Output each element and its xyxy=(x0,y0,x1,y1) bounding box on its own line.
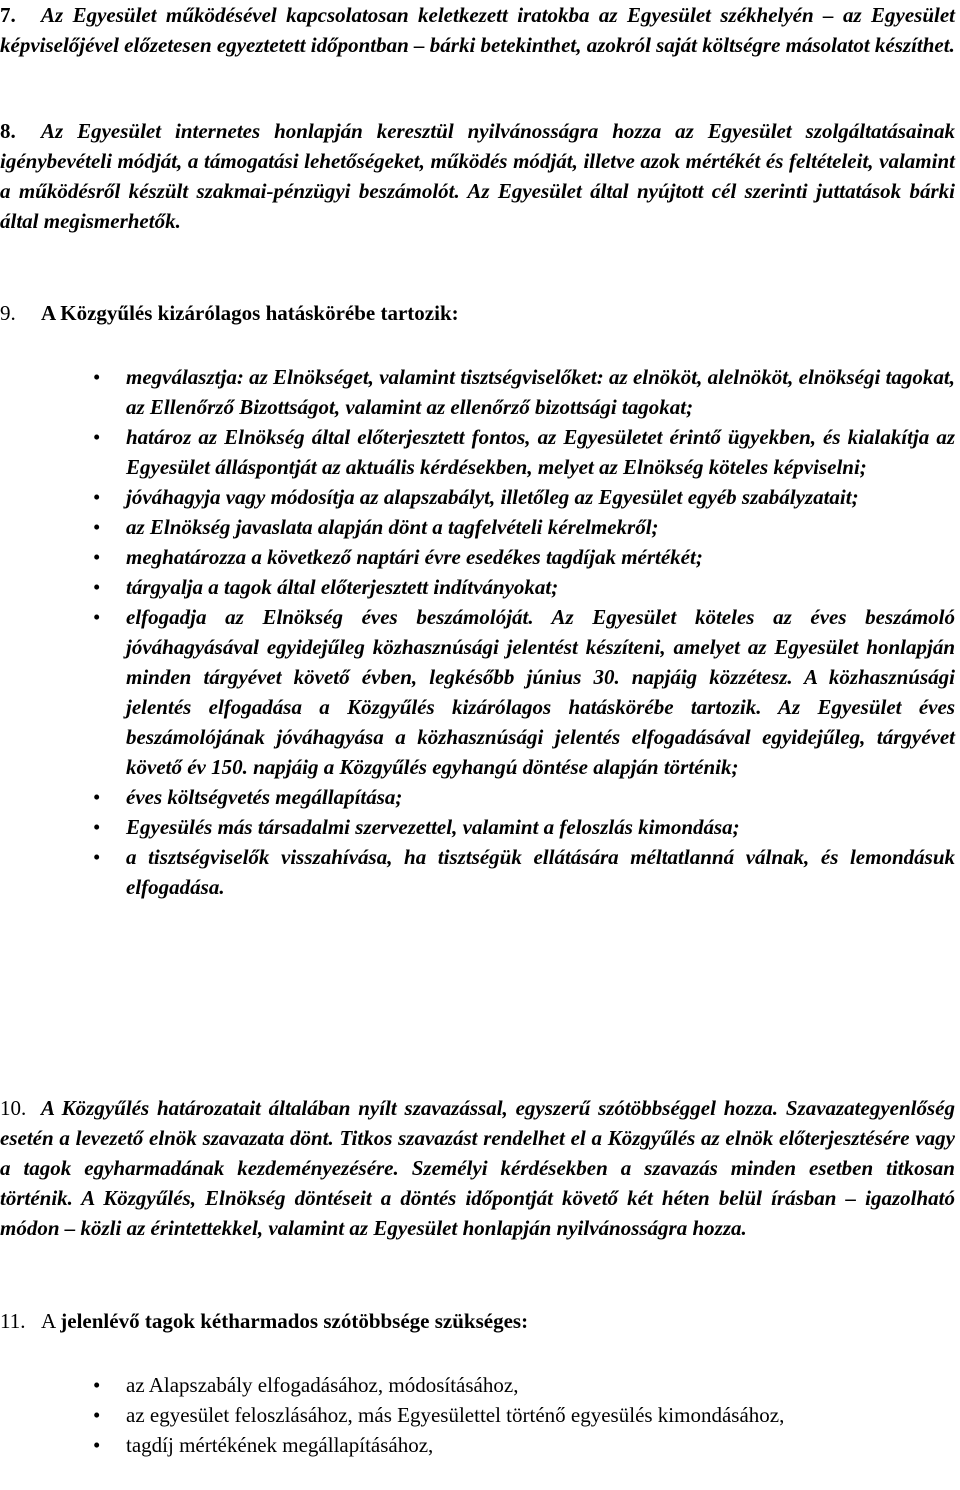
paragraph-number: 7. xyxy=(0,3,16,27)
paragraph-11-heading xyxy=(0,1306,955,1336)
list-item: • tárgyalja a tagok által előterjesztett indítványokat; xyxy=(0,572,955,602)
paragraph-number: 10. xyxy=(0,1096,27,1120)
list-item: • megválasztja: az Elnökséget, valamint tisztségviselőket: az elnököt, alelnököt, elnökségi tagokat, az Ellenőrző Bizottságot, valamint az ellenőrző bizottsági tagokat; xyxy=(0,362,955,422)
list-item: • az Elnökség javaslata alapján dönt a tagfelvételi kérelmekről; xyxy=(0,512,955,542)
paragraph-number: 11. xyxy=(0,1309,26,1333)
heading-lead: A xyxy=(41,1309,56,1333)
paragraph-number: 9. xyxy=(0,301,16,325)
bullet-icon: • xyxy=(93,545,101,569)
bullet-icon: • xyxy=(93,365,101,389)
paragraph-text: Az Egyesület működésével kapcsolatosan keletkezett iratokba az Egyesület székhelyén – az Egyesület képviselőjével előzetesen egyeztetett időpontban – bárki betekinthet, azokról saját költségre másolatot készíthet. xyxy=(0,3,955,57)
section-heading: jelenlévő tagok kétharmados szótöbbsége szükséges: xyxy=(60,1309,529,1333)
paragraph-7 xyxy=(0,0,955,60)
list-item: • tagdíj mértékének megállapításához, xyxy=(0,1430,955,1460)
bullet-icon: • xyxy=(93,1403,101,1427)
paragraph-8 xyxy=(0,116,955,236)
bullet-icon: • xyxy=(93,515,101,539)
list-item: • jóváhagyja vagy módosítja az alapszabályt, illetőleg az Egyesület egyéb szabályzatait; xyxy=(0,482,955,512)
list-item: • a tisztségviselők visszahívása, ha tisztségük ellátására méltatlanná válnak, és lemondásuk elfogadása. xyxy=(0,842,955,902)
bullet-icon: • xyxy=(93,575,101,599)
section-heading: A Közgyűlés kizárólagos hatáskörébe tartozik: xyxy=(41,301,459,325)
list-item: • az Alapszabály elfogadásához, módosításához, xyxy=(0,1370,955,1400)
bullet-icon: • xyxy=(93,605,101,629)
list-item: • meghatározza a következő naptári évre esedékes tagdíjak mértékét; xyxy=(0,542,955,572)
bullet-icon: • xyxy=(93,425,101,449)
list-item: • határoz az Elnökség által előterjesztett fontos, az Egyesületet érintő ügyekben, és kialakítja az Egyesület álláspontját az aktuális kérdésekben, melyet az Elnökség köteles képviselni; xyxy=(0,422,955,482)
bullet-icon: • xyxy=(93,1373,101,1397)
paragraph-text: Az Egyesület internetes honlapján keresztül nyilvánosságra hozza az Egyesület szolgáltatásainak igénybevételi módját, a támogatási lehetőségeket, működés módját, illetve azok mértékét és feltételeit, valamint a működésről készült szakmai-pénzügyi beszámolót. Az Egyesület által nyújtott cél szerinti juttatások bárki által megismerhetők. xyxy=(0,119,955,233)
paragraph-text: A Közgyűlés határozatait általában nyílt szavazással, egyszerű szótöbbséggel hozza. Szavazategyenlőség esetén a levezető elnök szavazata dönt. Titkos szavazást rendelhet el a Közgyűlés az elnök előterjesztésére vagy a tagok egyharmadának kezdeményezésére. Személyi kérdésekben a szavazás minden esetben titkosan történik. A Közgyűlés, Elnökség döntéseit a döntés időpontját követő két héten belül írásban – igazolható módon – közli az érintettekkel, valamint az Egyesület honlapján nyilvánosságra hozza. xyxy=(0,1096,955,1240)
bullet-icon: • xyxy=(93,845,101,869)
bullet-icon: • xyxy=(93,785,101,809)
paragraph-9-heading xyxy=(0,298,955,328)
list-item: • Egyesülés más társadalmi szervezettel, valamint a feloszlás kimondása; xyxy=(0,812,955,842)
paragraph-number: 8. xyxy=(0,119,16,143)
powers-list xyxy=(0,362,955,902)
list-item: • az egyesület feloszlásához, más Egyesülettel történő egyesülés kimondásához, xyxy=(0,1400,955,1430)
paragraph-10 xyxy=(0,1093,955,1243)
bullet-icon: • xyxy=(93,1433,101,1457)
list-item: • éves költségvetés megállapítása; xyxy=(0,782,955,812)
bullet-icon: • xyxy=(93,815,101,839)
two-thirds-majority-list xyxy=(0,1370,955,1460)
bullet-icon: • xyxy=(93,485,101,509)
list-item: • elfogadja az Elnökség éves beszámolóját. Az Egyesület köteles az éves beszámoló jóváhagyásával egyidejűleg közhasznúsági jelentést készíteni, amelyet az Egyesület honlapján minden tárgyévet követő évben, legkésőbb június 30. napjáig közzétesz. A közhasznúsági jelentés elfogadása a Közgyűlés kizárólagos hatáskörébe tartozik. Az Egyesület éves beszámolójának jóváhagyása a közhasznúsági jelentés elfogadásával egyidejűleg, tárgyévet követő év 150. napjáig a Közgyűlés egyhangú döntése alapján történik; xyxy=(0,602,955,782)
